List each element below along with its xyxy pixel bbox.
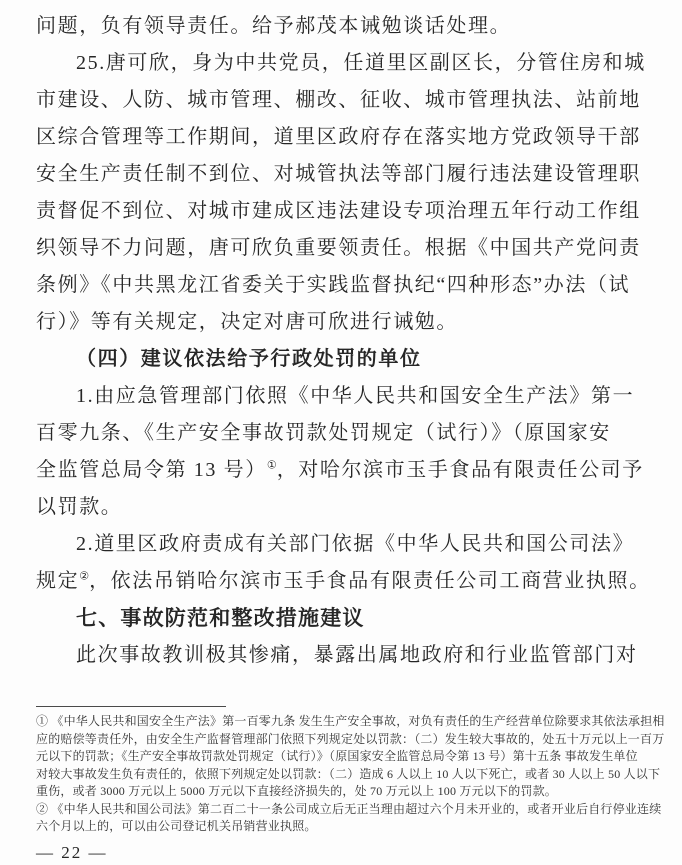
body-line [36,304,646,341]
body-line [36,452,646,489]
body-line [36,119,646,156]
body-line [36,8,646,45]
text-segment: 规定 [36,570,80,592]
body-line [36,563,651,600]
text-segment: 行）》等有关规定，决定对唐可欣进行诫勉。 [36,311,458,333]
body-line [36,156,646,193]
text-segment: 条例》《中共黑龙江省委关于实践监督执纪“四种形态”办法（试 [36,274,631,296]
footnote-ref: ② [79,570,90,583]
text-segment: 区综合管理等工作期间，道里区政府存在落实地方党政领导干部 [36,126,641,148]
body-line [36,637,646,674]
text-segment: 市建设、人防、城市管理、棚改、征收、城市管理执法、站前地 [36,89,641,111]
footnote-line: ① 《中华人民共和国安全生产法》第一百零九条 发生生产安全事故，对负有责任的生产经营单位除要求其依法承担相 [36,714,665,728]
text-segment: 织领导不力问题，唐可欣负重要领责任。根据《中国共产党问责 [36,237,641,259]
sub-heading [36,341,646,378]
footnote-line: 元以下的罚款；《生产安全事故罚款处罚规定（试行）》（原国家安全监管总局令第 13 号）第十五条 事故发生单位 [36,749,638,763]
text-segment: 百零九条、《生产安全事故罚款处罚规定（试行）》（原国家安 [36,422,611,444]
document-body [36,8,651,674]
footnote-ref: ① [266,459,277,472]
text-segment: 2.道里区政府责成有关部门依据《中华人民共和国公司法》 [76,533,635,555]
body-line [36,489,646,526]
text-segment: 安全生产责任制不到位、对城管执法等部门履行违法建设管理职 [36,163,641,185]
text-segment: 25.唐可欣，身为中共党员，任道里区副区长，分管住房和城 [76,52,646,74]
text-segment: 1.由应急管理部门依照《中华人民共和国安全生产法》第一 [76,385,635,407]
body-line [36,415,646,452]
text-segment: ，对哈尔滨市玉手食品有限责任公司予 [276,459,644,481]
section-heading [36,600,646,637]
text-segment: （四）建议依法给予行政处罚的单位 [76,348,422,370]
text-segment: ，依法吊销哈尔滨市玉手食品有限责任公司工商营业执照。 [89,570,651,592]
footnotes [36,707,665,836]
body-line [36,267,646,304]
text-segment: 全监管总局令第 13 号） [36,459,267,481]
text-segment: 七、事故防范和整改措施建议 [76,607,365,630]
body-line [36,378,646,415]
footnote-line: ② 《中华人民共和国公司法》第二百二十一条公司成立后无正当理由超过六个月未开业的，或者开业后自行停业连续 [36,801,662,816]
text-segment: 此次事故教训极其惨痛，暴露出属地政府和行业监管部门对 [76,644,638,666]
footnote-line: 六个月以上的，可以由公司登记机关吊销营业执照。 [36,819,317,833]
body-line [36,230,646,267]
text-segment: 以罚款。 [36,496,123,518]
page-number: — 22 — [36,842,108,862]
text-segment: 问题，负有领导责任。给予郝茂本诫勉谈话处理。 [36,15,512,37]
footnote-line: 重伤，或者 3000 万元以上 5000 万元以下直接经济损失的，处 70 万元以上 100 万元以下的罚款。 [36,784,558,798]
body-line [36,193,646,230]
body-line [36,526,646,563]
body-line [36,82,646,119]
footnote-line: 应的赔偿等责任外，由安全生产监督管理部门依照下列规定处以罚款：（二）发生较大事故的，处五十万元以上一百万 [36,731,665,746]
footnote-line: 对较大事故发生负有责任的，依照下列规定处以罚款：（二）造成 6 人以上 10 人以下死亡，或者 30 人以上 50 人以下 [36,766,661,781]
body-line [36,45,646,82]
text-segment: 责督促不到位、对城市建成区违法建设专项治理五年行动工作组 [36,200,641,222]
